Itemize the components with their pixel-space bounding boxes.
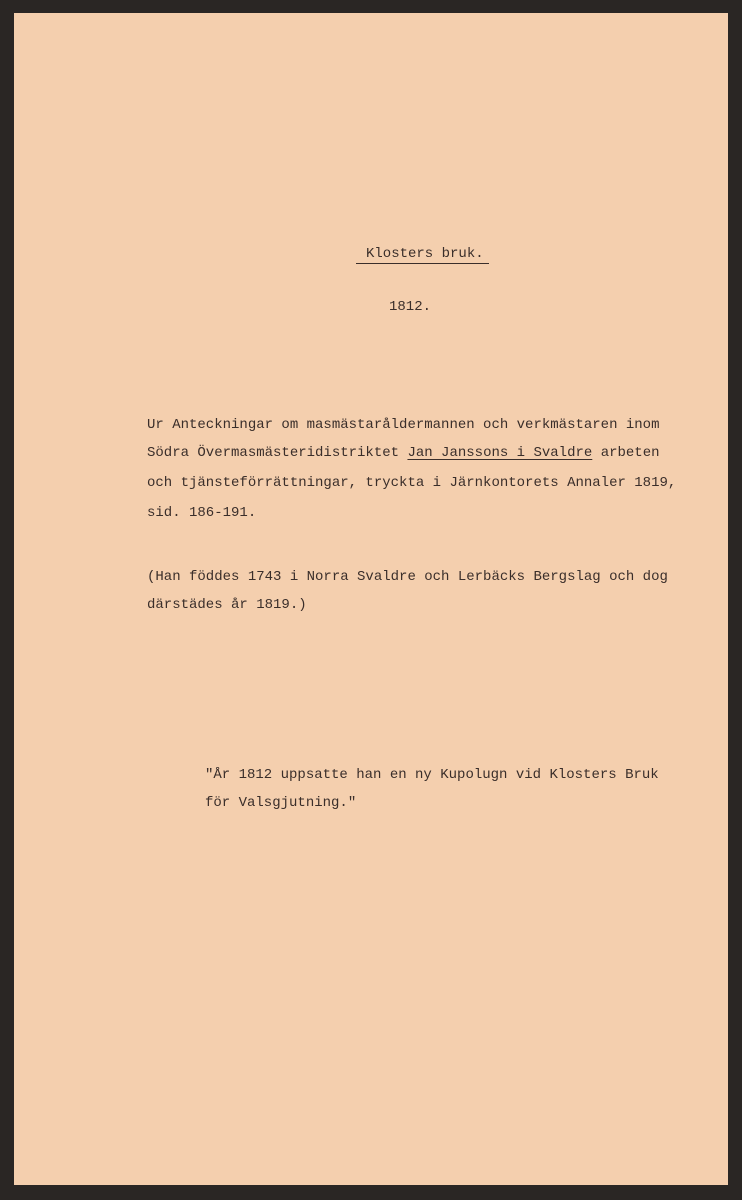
document-page bbox=[14, 13, 728, 1185]
quote-line2: för Valsgjutning." bbox=[205, 795, 357, 811]
title-underline bbox=[356, 263, 489, 264]
paragraph2-line1: (Han föddes 1743 i Norra Svaldre och Lerbäcks Bergslag och dog bbox=[147, 569, 668, 585]
quote-line1: "År 1812 uppsatte han en ny Kupolugn vid Klosters Bruk bbox=[205, 767, 659, 783]
paragraph1-line1: Ur Anteckningar om masmästaråldermannen och verkmästaren inom bbox=[147, 417, 660, 433]
underlined-name: Jan Janssons i Svaldre bbox=[407, 445, 593, 461]
paragraph1-line2-pre: Södra Övermasmästeridistriktet bbox=[147, 445, 408, 461]
document-year: 1812. bbox=[389, 299, 432, 315]
paragraph1-line3: och tjänsteförrättningar, tryckta i Järnkontorets Annaler 1819, bbox=[147, 475, 677, 491]
paragraph2-line2: därstädes år 1819.) bbox=[147, 597, 307, 613]
paragraph1-line2-post: arbeten bbox=[592, 445, 660, 461]
paragraph1-line4: sid. 186-191. bbox=[147, 505, 257, 521]
document-title: Klosters bruk. bbox=[366, 246, 484, 262]
paragraph1-line2 bbox=[147, 446, 660, 460]
